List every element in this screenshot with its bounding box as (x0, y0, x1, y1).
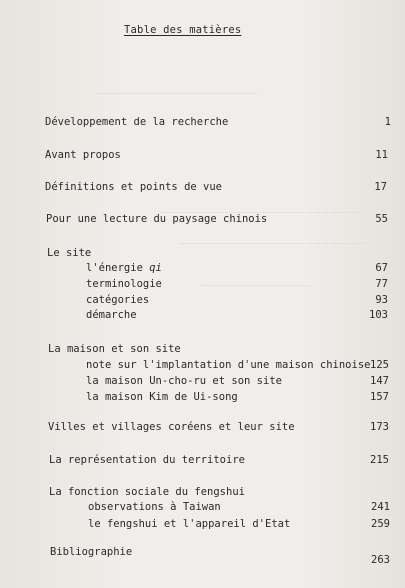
toc-entry (86, 390, 389, 404)
toc-entry-label: la maison Un-cho-ru et son site (86, 375, 282, 387)
toc-entry-page: 147 (370, 375, 389, 387)
toc-entry-label: Bibliographie (50, 546, 133, 558)
toc-entry-label: note sur l'implantation d'une maison chinoise (86, 359, 371, 371)
toc-entry-page: 93 (375, 294, 388, 306)
toc-entry-label: La fonction sociale du fengshui (49, 486, 245, 498)
toc-entry-page: 77 (375, 278, 388, 290)
toc-section-heading (48, 342, 388, 356)
toc-entry-label: l'énergie qi (86, 262, 162, 274)
toc-entry (45, 115, 391, 129)
toc-entry (50, 545, 390, 566)
toc-entry-label: le fengshui et l'appareil d'Etat (88, 518, 291, 530)
toc-entry (46, 212, 388, 226)
toc-entry-page: 11 (375, 149, 388, 161)
toc-entry-page: 259 (371, 518, 390, 530)
toc-entry-label: démarche (86, 309, 137, 321)
toc-entry (48, 420, 389, 434)
toc-entry (88, 500, 390, 514)
toc-entry-page: 1 (384, 116, 391, 128)
toc-entry (49, 453, 389, 467)
toc-entry-page: 67 (375, 262, 388, 274)
bleed-through-mark (98, 93, 258, 94)
bleed-through-mark (180, 243, 370, 244)
toc-entry-page: 173 (370, 421, 389, 433)
toc-entry-label: catégories (86, 294, 150, 306)
toc-entry-page: 157 (370, 391, 389, 403)
toc-entry-label: Avant propos (45, 149, 121, 161)
toc-entry-page: 215 (370, 454, 389, 466)
toc-entry (45, 180, 387, 194)
toc-entry (86, 308, 388, 322)
toc-entry (45, 148, 388, 162)
toc-entry-label: la maison Kim de Ui-song (86, 391, 238, 403)
toc-entry-label: Définitions et points de vue (45, 181, 223, 193)
toc-entry-label: La maison et son site (48, 343, 181, 355)
toc-entry (86, 277, 388, 291)
toc-entry-label: terminologie (86, 278, 162, 290)
toc-entry-label: Pour une lecture du paysage chinois (46, 213, 268, 225)
toc-entry-label: Villes et villages coréens et leur site (48, 421, 295, 433)
toc-section-heading (47, 246, 387, 260)
toc-entry-page: 241 (371, 501, 390, 513)
toc-entry-page: 55 (375, 213, 388, 225)
toc-entry (86, 374, 389, 388)
toc-entry-page: 103 (369, 309, 388, 321)
toc-entry-page: 263 (371, 554, 390, 566)
toc-entry (86, 358, 389, 372)
toc-entry (86, 293, 388, 307)
page-title: Table des matières (124, 24, 242, 36)
toc-entry (86, 261, 388, 275)
toc-entry-label: Développement de la recherche (45, 116, 229, 128)
toc-entry (88, 517, 390, 531)
toc-entry-label: La représentation du territoire (49, 454, 245, 466)
toc-entry-label: observations à Taiwan (88, 501, 221, 513)
toc-section-heading (49, 485, 389, 499)
toc-entry-page: 17 (374, 181, 387, 193)
toc-entry-label: Le site (47, 247, 92, 259)
toc-entry-page: 125 (370, 359, 389, 371)
